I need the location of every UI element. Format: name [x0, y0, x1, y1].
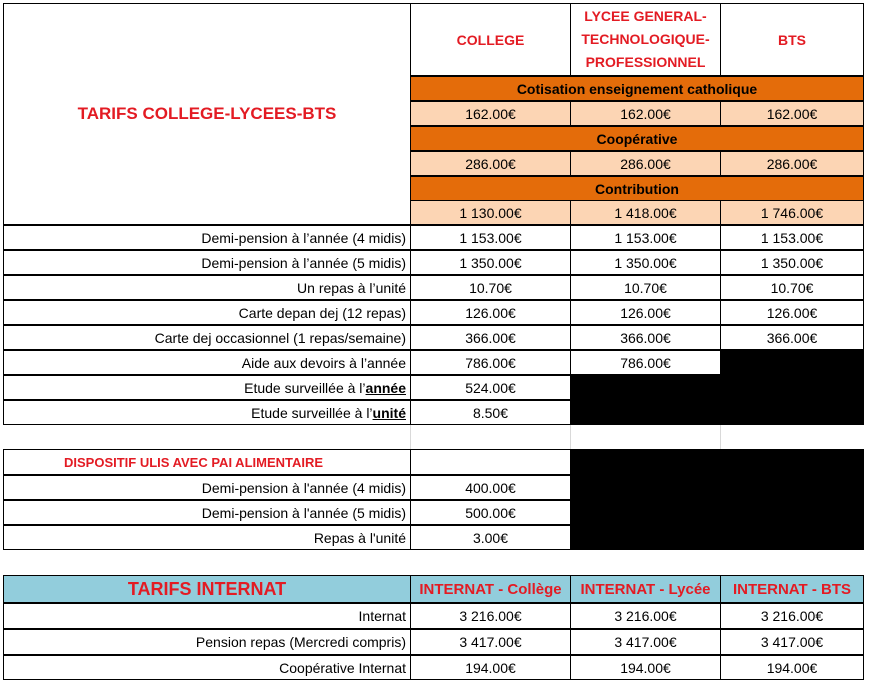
row-label: Demi-pension à l’année (5 midis)	[3, 250, 411, 275]
grid-line	[570, 424, 571, 449]
row-value: 524.00€	[410, 375, 571, 400]
row-label: Un repas à l’unité	[3, 275, 411, 300]
row-value: 1 350.00€	[410, 250, 571, 275]
row-value: 126.00€	[570, 300, 721, 325]
section-cotisation: Cotisation enseignement catholique	[410, 76, 864, 101]
row-value: 194.00€	[410, 655, 571, 680]
row-label: Demi-pension à l’année (4 midis)	[3, 225, 411, 250]
internat-title: TARIFS INTERNAT	[3, 575, 411, 603]
row-label: Repas à l'unité	[3, 525, 411, 550]
section-cooperative: Coopérative	[410, 126, 864, 151]
row-value: 400.00€	[410, 475, 571, 500]
ulis-title: DISPOSITIF ULIS AVEC PAI ALIMENTAIRE	[3, 449, 411, 475]
etude-unite-emph: unité	[372, 404, 406, 421]
internat-header-lycee: INTERNAT - Lycée	[570, 575, 721, 603]
page-title: TARIFS COLLEGE-LYCEES-BTS	[3, 3, 411, 225]
cotisation-bts: 162.00€	[720, 101, 864, 126]
blacked-out-block	[570, 449, 864, 550]
column-header-lycee	[570, 3, 721, 76]
row-value: 3 216.00€	[720, 603, 864, 629]
cotisation-lycee: 162.00€	[570, 101, 721, 126]
contribution-bts: 1 746.00€	[720, 200, 864, 225]
row-value: 1 350.00€	[570, 250, 721, 275]
blacked-out-cell	[720, 349, 864, 375]
cooperative-lycee: 286.00€	[570, 151, 721, 176]
column-header-college: COLLEGE	[410, 3, 571, 76]
row-label: Carte dej occasionnel (1 repas/semaine)	[3, 325, 411, 350]
row-label-etude-annee	[3, 375, 411, 400]
blacked-out-block	[570, 375, 864, 425]
contribution-college: 1 130.00€	[410, 200, 571, 225]
column-header-lycee-line2: TECHNOLOGIQUE-	[581, 31, 710, 47]
cotisation-college: 162.00€	[410, 101, 571, 126]
row-value: 3.00€	[410, 525, 571, 550]
row-value: 1 350.00€	[720, 250, 864, 275]
row-value: 10.70€	[570, 275, 721, 300]
internat-header-college: INTERNAT - Collège	[410, 575, 571, 603]
row-value: 1 153.00€	[570, 225, 721, 250]
row-value: 366.00€	[570, 325, 721, 350]
section-contribution: Contribution	[410, 176, 864, 201]
row-label-etude-unite	[3, 400, 411, 425]
row-value: 1 153.00€	[720, 225, 864, 250]
row-label: Pension repas (Mercredi compris)	[3, 629, 411, 655]
row-label: Demi-pension à l'année (4 midis)	[3, 475, 411, 500]
row-value: 786.00€	[570, 350, 721, 375]
internat-header-bts: INTERNAT - BTS	[720, 575, 864, 603]
row-value: 3 417.00€	[410, 629, 571, 655]
row-value: 10.70€	[720, 275, 864, 300]
row-value: 3 216.00€	[570, 603, 721, 629]
row-value: 8.50€	[410, 400, 571, 425]
grid-line	[720, 424, 721, 449]
row-label: Coopérative Internat	[3, 655, 411, 680]
row-value: 3 417.00€	[570, 629, 721, 655]
row-value: 366.00€	[720, 325, 864, 350]
row-value: 194.00€	[570, 655, 721, 680]
column-header-lycee-line1: LYCEE GENERAL-	[584, 8, 707, 24]
row-label: Demi-pension à l'année (5 midis)	[3, 500, 411, 525]
row-label: Carte depan dej (12 repas)	[3, 300, 411, 325]
row-value: 3 216.00€	[410, 603, 571, 629]
etude-unite-prefix: Etude surveillée à l’	[251, 404, 373, 421]
row-value: 126.00€	[410, 300, 571, 325]
grid-line	[410, 424, 411, 449]
row-value: 3 417.00€	[720, 629, 864, 655]
row-value: 786.00€	[410, 350, 571, 375]
ulis-header-empty	[410, 449, 571, 475]
row-value: 500.00€	[410, 500, 571, 525]
row-value: 366.00€	[410, 325, 571, 350]
etude-annee-emph: année	[365, 379, 406, 396]
column-header-lycee-line3: PROFESSIONNEL	[585, 54, 706, 70]
cooperative-college: 286.00€	[410, 151, 571, 176]
row-value: 10.70€	[410, 275, 571, 300]
row-value: 126.00€	[720, 300, 864, 325]
etude-annee-prefix: Etude surveillée à l’	[244, 379, 366, 396]
cooperative-bts: 286.00€	[720, 151, 864, 176]
contribution-lycee: 1 418.00€	[570, 200, 721, 225]
row-label: Internat	[3, 603, 411, 629]
row-value: 1 153.00€	[410, 225, 571, 250]
row-label: Aide aux devoirs à l’année	[3, 350, 411, 375]
column-header-bts: BTS	[720, 3, 864, 76]
row-value: 194.00€	[720, 655, 864, 680]
